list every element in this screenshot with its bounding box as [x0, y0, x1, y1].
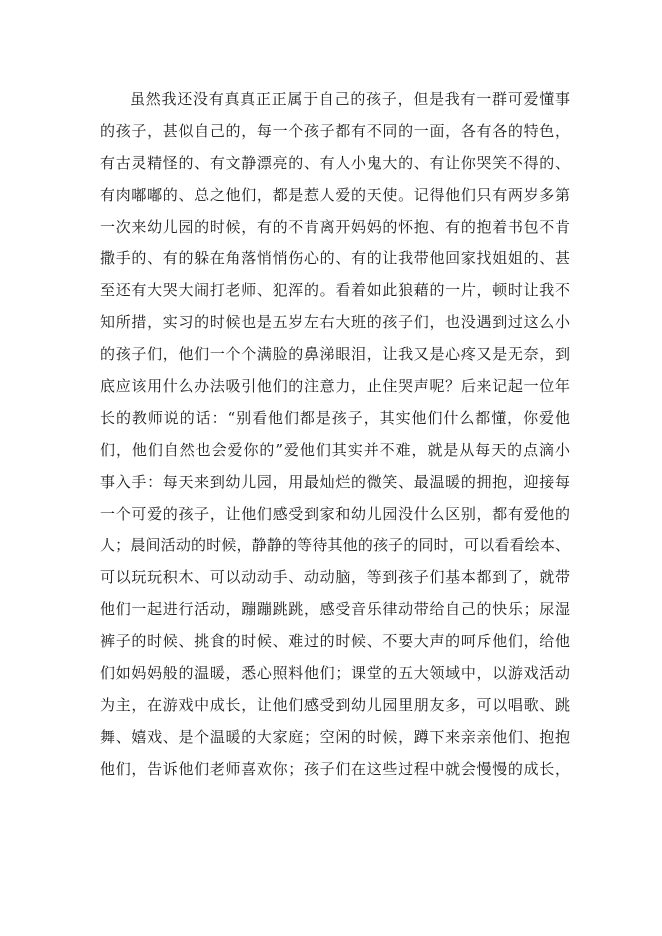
- text-line-9: 的孩子们，他们一个个满脸的鼻涕眼泪，让我又是心疼又是无奈，到: [100, 345, 570, 364]
- text-line-10: 底应该用什么办法吸引他们的注意力，止住哭声呢？后来记起一位年: [100, 377, 570, 396]
- text-line-19: 们如妈妈般的温暖，悉心照料他们；课堂的五大领域中，以游戏活动: [100, 664, 570, 683]
- text-line-11: 长的教师说的话：“别看他们都是孩子，其实他们什么都懂，你爱他: [100, 408, 570, 427]
- text-line-22: 他们，告诉他们老师喜欢你；孩子们在这些过程中就会慢慢的成长，: [100, 759, 570, 778]
- text-line-4: 有肉嘟嘟的、总之他们，都是惹人爱的天使。记得他们只有两岁多第: [100, 185, 570, 204]
- text-line-6: 撒手的、有的躲在角落悄悄伤心的、有的让我带他回家找姐姐的、甚: [100, 249, 570, 268]
- text-line-18: 裤子的时候、挑食的时候、难过的时候、不要大声的呵斥他们，给他: [100, 632, 570, 651]
- text-line-20: 为主，在游戏中成长，让他们感受到幼儿园里朋友多，可以唱歌、跳: [100, 695, 570, 714]
- body-paragraph: [100, 84, 570, 786]
- text-line-14: 一个可爱的孩子，让他们感受到家和幼儿园没什么区别，都有爱他的: [100, 504, 570, 523]
- text-line-3: 有古灵精怪的、有文静漂亮的、有人小鬼大的、有让你哭笑不得的、: [100, 153, 570, 172]
- text-line-2: 的孩子，甚似自己的，每一个孩子都有不同的一面，各有各的特色，: [100, 121, 570, 140]
- text-line-17: 他们一起进行活动，蹦蹦跳跳，感受音乐律动带给自己的快乐；尿湿: [100, 600, 570, 619]
- text-line-8: 知所措，实习的时候也是五岁左右大班的孩子们，也没遇到过这么小: [100, 313, 570, 332]
- text-line-21: 舞、嬉戏、是个温暖的大家庭；空闲的时候，蹲下来亲亲他们、抱抱: [100, 727, 570, 746]
- text-line-1: 虽然我还没有真真正正属于自己的孩子，但是我有一群可爱懂事: [130, 90, 570, 108]
- text-line-5: 一次来幼儿园的时候，有的不肯离开妈妈的怀抱、有的抱着书包不肯: [100, 217, 570, 236]
- text-line-12: 们，他们自然也会爱你的”爱他们其实并不难，就是从每天的点滴小: [100, 440, 570, 459]
- text-line-7: 至还有大哭大闹打老师、犯浑的。看着如此狼藉的一片，顿时让我不: [100, 281, 570, 300]
- text-line-15: 人；晨间活动的时候，静静的等待其他的孩子的同时，可以看看绘本、: [100, 536, 570, 555]
- text-line-13: 事入手：每天来到幼儿园，用最灿烂的微笑、最温暖的拥抱，迎接每: [100, 472, 570, 491]
- text-line-16: 可以玩玩积木、可以动动手、动动脑，等到孩子们基本都到了，就带: [100, 568, 570, 587]
